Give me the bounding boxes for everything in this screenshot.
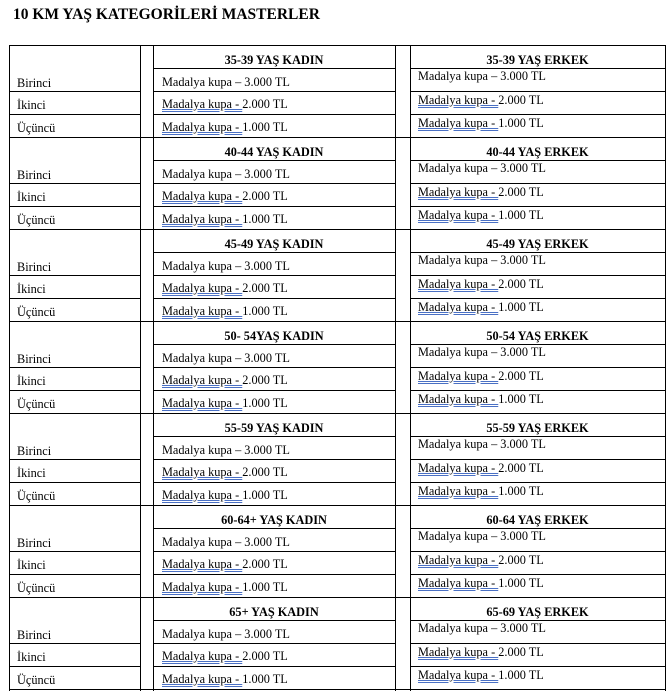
prize-amount: 1.000 TL <box>242 212 288 226</box>
prize-amount: 2.000 TL <box>242 97 288 111</box>
prize-separator: – <box>232 75 245 89</box>
prize-label: Madalya kupa <box>162 396 232 410</box>
category-header-men: 60-64 YAŞ ERKEK <box>486 513 589 527</box>
prize-text <box>162 373 288 387</box>
prize-separator: - <box>488 576 499 590</box>
row-border <box>153 367 395 368</box>
row-border <box>9 114 140 115</box>
block-border <box>9 689 666 690</box>
place-label: Birinci <box>17 260 52 274</box>
prize-label: Madalya kupa <box>418 208 488 222</box>
row-border <box>410 459 665 460</box>
prize-amount: 1.000 TL <box>498 300 544 314</box>
prize-amount: 2.000 TL <box>242 649 288 663</box>
place-label: İkinci <box>17 98 46 112</box>
prize-separator: – <box>232 167 245 181</box>
prize-label: Madalya kupa <box>162 649 232 663</box>
prize-amount: 3.000 TL <box>500 437 546 451</box>
row-border <box>9 367 140 368</box>
prize-label: Madalya kupa <box>162 120 232 134</box>
prize-label: Madalya kupa <box>418 576 488 590</box>
row-border <box>153 528 395 529</box>
prize-amount: 3.000 TL <box>244 535 290 549</box>
prize-amount: 2.000 TL <box>242 465 288 479</box>
row-border <box>153 482 395 483</box>
prize-text <box>418 185 544 199</box>
prize-separator: - <box>488 553 499 567</box>
prize-separator: - <box>488 93 499 107</box>
prize-separator: – <box>488 621 501 635</box>
prize-separator: - <box>488 369 499 383</box>
row-border <box>9 206 140 207</box>
prize-separator: - <box>232 649 243 663</box>
prize-text <box>162 189 288 203</box>
prize-text <box>418 369 544 383</box>
prize-label: Madalya kupa <box>418 300 488 314</box>
prize-text <box>418 645 544 659</box>
prize-text <box>162 212 288 226</box>
place-label: Üçüncü <box>17 673 56 687</box>
row-border <box>153 206 395 207</box>
prize-amount: 2.000 TL <box>498 277 544 291</box>
prize-amount: 3.000 TL <box>500 621 546 635</box>
row-border <box>9 275 140 276</box>
row-border <box>410 275 665 276</box>
prize-amount: 2.000 TL <box>498 369 544 383</box>
row-border <box>153 252 395 253</box>
prize-label: Madalya kupa <box>162 212 232 226</box>
prize-text <box>162 281 288 295</box>
prize-label: Madalya kupa <box>162 189 232 203</box>
prize-text <box>418 621 546 635</box>
prize-text <box>418 208 544 222</box>
prize-label: Madalya kupa <box>162 373 232 387</box>
block-border <box>9 137 666 138</box>
prize-text <box>162 259 290 273</box>
prize-label: Madalya kupa <box>418 668 488 682</box>
prize-text <box>162 465 288 479</box>
prize-label: Madalya kupa <box>418 93 488 107</box>
prize-text <box>162 75 290 89</box>
prize-amount: 3.000 TL <box>244 167 290 181</box>
place-label: Üçüncü <box>17 305 56 319</box>
prize-separator: - <box>232 120 243 134</box>
prize-separator: – <box>232 351 245 365</box>
row-border <box>410 91 665 92</box>
row-border <box>9 574 140 575</box>
prize-text <box>162 351 290 365</box>
prize-text <box>418 461 544 475</box>
prize-separator: - <box>488 300 499 314</box>
place-label: Birinci <box>17 168 52 182</box>
place-label: Üçüncü <box>17 213 56 227</box>
prize-separator: - <box>488 668 499 682</box>
prize-label: Madalya kupa <box>418 553 488 567</box>
prize-text <box>162 120 288 134</box>
row-border <box>153 298 395 299</box>
row-border <box>153 643 395 644</box>
prize-text <box>162 557 288 571</box>
prize-amount: 1.000 TL <box>498 668 544 682</box>
place-label: Üçüncü <box>17 489 56 503</box>
prize-separator: - <box>488 208 499 222</box>
prize-amount: 2.000 TL <box>498 461 544 475</box>
category-header-men: 35-39 YAŞ ERKEK <box>486 53 589 67</box>
prize-separator: - <box>488 185 499 199</box>
prize-text <box>162 672 288 686</box>
prize-text <box>418 300 544 314</box>
prize-amount: 2.000 TL <box>498 553 544 567</box>
row-border <box>9 666 140 667</box>
place-label: İkinci <box>17 650 46 664</box>
row-border <box>153 114 395 115</box>
block-border <box>9 597 666 598</box>
category-header-women: 60-64+ YAŞ KADIN <box>221 513 327 527</box>
row-border <box>153 344 395 345</box>
place-label: Birinci <box>17 536 52 550</box>
category-header-women: 35-39 YAŞ KADIN <box>224 53 324 67</box>
prize-text <box>162 580 288 594</box>
prize-amount: 2.000 TL <box>498 93 544 107</box>
row-border <box>410 367 665 368</box>
row-border <box>410 114 665 115</box>
prize-amount: 1.000 TL <box>242 396 288 410</box>
place-label: Üçüncü <box>17 581 56 595</box>
row-border <box>410 298 665 299</box>
row-border <box>9 183 140 184</box>
prize-separator: – <box>488 161 501 175</box>
block-border <box>9 229 666 230</box>
prize-label: Madalya kupa <box>418 529 488 543</box>
prize-label: Madalya kupa <box>162 672 232 686</box>
prize-label: Madalya kupa <box>418 437 488 451</box>
row-border <box>153 275 395 276</box>
prize-amount: 2.000 TL <box>242 373 288 387</box>
row-border <box>153 91 395 92</box>
prize-separator: – <box>232 443 245 457</box>
row-border <box>410 643 665 644</box>
prize-amount: 2.000 TL <box>498 645 544 659</box>
prize-amount: 3.000 TL <box>244 75 290 89</box>
prize-amount: 2.000 TL <box>498 185 544 199</box>
prize-label: Madalya kupa <box>418 185 488 199</box>
prize-separator: - <box>488 461 499 475</box>
prize-amount: 3.000 TL <box>244 627 290 641</box>
prize-text <box>418 484 544 498</box>
prize-separator: - <box>488 645 499 659</box>
place-label: Üçüncü <box>17 397 56 411</box>
row-border <box>153 666 395 667</box>
prize-separator: - <box>232 212 243 226</box>
prize-amount: 3.000 TL <box>500 69 546 83</box>
prize-separator: - <box>232 304 243 318</box>
row-border <box>410 482 665 483</box>
prize-text <box>418 161 546 175</box>
prize-text <box>418 668 544 682</box>
row-border <box>410 574 665 575</box>
prize-label: Madalya kupa <box>162 557 232 571</box>
prize-text <box>418 277 544 291</box>
category-header-men: 55-59 YAŞ ERKEK <box>486 421 589 435</box>
prize-label: Madalya kupa <box>418 392 488 406</box>
place-label: İkinci <box>17 190 46 204</box>
prize-amount: 2.000 TL <box>242 557 288 571</box>
category-header-men: 45-49 YAŞ ERKEK <box>486 237 589 251</box>
row-border <box>153 574 395 575</box>
row-border <box>410 551 665 552</box>
prize-separator: - <box>232 580 243 594</box>
block-border <box>9 413 666 414</box>
row-border <box>410 390 665 391</box>
row-border <box>153 160 395 161</box>
block-border <box>9 321 666 322</box>
prize-amount: 1.000 TL <box>498 392 544 406</box>
prize-text <box>418 529 546 543</box>
prize-text <box>162 627 290 641</box>
prize-separator: – <box>232 535 245 549</box>
category-header-men: 65-69 YAŞ ERKEK <box>486 605 589 619</box>
prize-text <box>162 443 290 457</box>
prize-text <box>418 437 546 451</box>
prize-label: Madalya kupa <box>418 484 488 498</box>
row-border <box>9 298 140 299</box>
prize-separator: - <box>232 281 243 295</box>
prize-amount: 3.000 TL <box>244 443 290 457</box>
place-label: İkinci <box>17 466 46 480</box>
prize-label: Madalya kupa <box>418 69 488 83</box>
row-border <box>153 68 395 69</box>
prize-label: Madalya kupa <box>162 580 232 594</box>
row-border <box>153 183 395 184</box>
prize-text <box>418 392 544 406</box>
prize-label: Madalya kupa <box>162 75 232 89</box>
prize-label: Madalya kupa <box>162 627 232 641</box>
prize-amount: 1.000 TL <box>242 672 288 686</box>
table-border-vertical <box>9 45 10 691</box>
prize-amount: 2.000 TL <box>242 281 288 295</box>
prize-label: Madalya kupa <box>418 277 488 291</box>
row-border <box>153 459 395 460</box>
prize-label: Madalya kupa <box>418 161 488 175</box>
place-label: İkinci <box>17 374 46 388</box>
prize-label: Madalya kupa <box>162 304 232 318</box>
prize-label: Madalya kupa <box>162 259 232 273</box>
prize-separator: - <box>232 672 243 686</box>
prize-amount: 1.000 TL <box>242 120 288 134</box>
prize-amount: 2.000 TL <box>242 189 288 203</box>
prize-text <box>418 253 546 267</box>
row-border <box>153 551 395 552</box>
prize-separator: - <box>488 277 499 291</box>
prize-separator: - <box>232 557 243 571</box>
place-label: İkinci <box>17 558 46 572</box>
row-border <box>153 390 395 391</box>
row-border <box>410 183 665 184</box>
row-border <box>9 459 140 460</box>
prize-amount: 1.000 TL <box>498 576 544 590</box>
prize-separator: - <box>232 189 243 203</box>
row-border <box>9 91 140 92</box>
prize-label: Madalya kupa <box>418 461 488 475</box>
prize-amount: 1.000 TL <box>242 580 288 594</box>
prize-separator: - <box>232 373 243 387</box>
place-label: Birinci <box>17 444 52 458</box>
prize-text <box>162 97 288 111</box>
place-label: Birinci <box>17 628 52 642</box>
prize-text <box>418 345 546 359</box>
place-label: Üçüncü <box>17 121 56 135</box>
prize-separator: – <box>488 437 501 451</box>
prize-text <box>162 304 288 318</box>
prize-amount: 3.000 TL <box>500 529 546 543</box>
table-border-vertical <box>153 45 154 691</box>
prize-text <box>162 649 288 663</box>
prize-text <box>162 167 290 181</box>
prize-amount: 1.000 TL <box>498 208 544 222</box>
prize-separator: - <box>232 396 243 410</box>
prize-separator: - <box>232 465 243 479</box>
row-border <box>153 436 395 437</box>
prize-label: Madalya kupa <box>162 281 232 295</box>
row-border <box>9 482 140 483</box>
table-border-vertical <box>410 45 411 691</box>
prize-amount: 3.000 TL <box>244 259 290 273</box>
prize-amount: 1.000 TL <box>242 304 288 318</box>
prize-separator: – <box>488 345 501 359</box>
prize-label: Madalya kupa <box>418 369 488 383</box>
row-border <box>410 206 665 207</box>
prize-text <box>418 116 544 130</box>
prize-text <box>418 93 544 107</box>
category-header-men: 50-54 YAŞ ERKEK <box>486 329 589 343</box>
row-border <box>9 643 140 644</box>
prize-label: Madalya kupa <box>162 488 232 502</box>
category-header-women: 40-44 YAŞ KADIN <box>224 145 324 159</box>
prize-label: Madalya kupa <box>162 443 232 457</box>
prize-label: Madalya kupa <box>162 465 232 479</box>
prize-amount: 3.000 TL <box>500 345 546 359</box>
block-border <box>9 505 666 506</box>
prize-separator: – <box>488 69 501 83</box>
prize-separator: - <box>232 488 243 502</box>
table-border-vertical <box>140 45 141 691</box>
prize-separator: – <box>232 627 245 641</box>
prize-separator: – <box>488 529 501 543</box>
category-header-women: 45-49 YAŞ KADIN <box>224 237 324 251</box>
prize-separator: - <box>232 97 243 111</box>
category-header-women: 50- 54YAŞ KADIN <box>224 329 324 343</box>
prize-label: Madalya kupa <box>162 351 232 365</box>
prize-amount: 3.000 TL <box>500 161 546 175</box>
prize-separator: - <box>488 484 499 498</box>
row-border <box>153 620 395 621</box>
place-label: İkinci <box>17 282 46 296</box>
row-border <box>9 551 140 552</box>
prize-amount: 3.000 TL <box>244 351 290 365</box>
page-title: 10 KM YAŞ KATEGORİLERİ MASTERLER <box>13 6 320 23</box>
prize-text <box>162 488 288 502</box>
category-header-women: 55-59 YAŞ KADIN <box>224 421 324 435</box>
category-header-women: 65+ YAŞ KADIN <box>229 605 319 619</box>
category-header-men: 40-44 YAŞ ERKEK <box>486 145 589 159</box>
prize-amount: 1.000 TL <box>498 484 544 498</box>
prize-separator: - <box>488 392 499 406</box>
prize-text <box>418 576 544 590</box>
prize-label: Madalya kupa <box>162 167 232 181</box>
prize-text <box>418 553 544 567</box>
prize-text <box>418 69 546 83</box>
prize-label: Madalya kupa <box>418 645 488 659</box>
place-label: Birinci <box>17 76 52 90</box>
prize-label: Madalya kupa <box>418 116 488 130</box>
prize-separator: – <box>488 253 501 267</box>
prize-label: Madalya kupa <box>418 253 488 267</box>
prize-label: Madalya kupa <box>418 345 488 359</box>
prize-label: Madalya kupa <box>162 535 232 549</box>
table-border-vertical <box>395 45 396 691</box>
prize-amount: 1.000 TL <box>498 116 544 130</box>
row-border <box>9 390 140 391</box>
row-border <box>410 666 665 667</box>
prize-separator: - <box>488 116 499 130</box>
prize-amount: 3.000 TL <box>500 253 546 267</box>
table-border-horizontal <box>9 45 666 46</box>
prize-text <box>162 396 288 410</box>
table-border-vertical <box>665 45 666 691</box>
place-label: Birinci <box>17 352 52 366</box>
prize-label: Madalya kupa <box>162 97 232 111</box>
prize-separator: – <box>232 259 245 273</box>
prize-label: Madalya kupa <box>418 621 488 635</box>
prize-text <box>162 535 290 549</box>
prize-amount: 1.000 TL <box>242 488 288 502</box>
